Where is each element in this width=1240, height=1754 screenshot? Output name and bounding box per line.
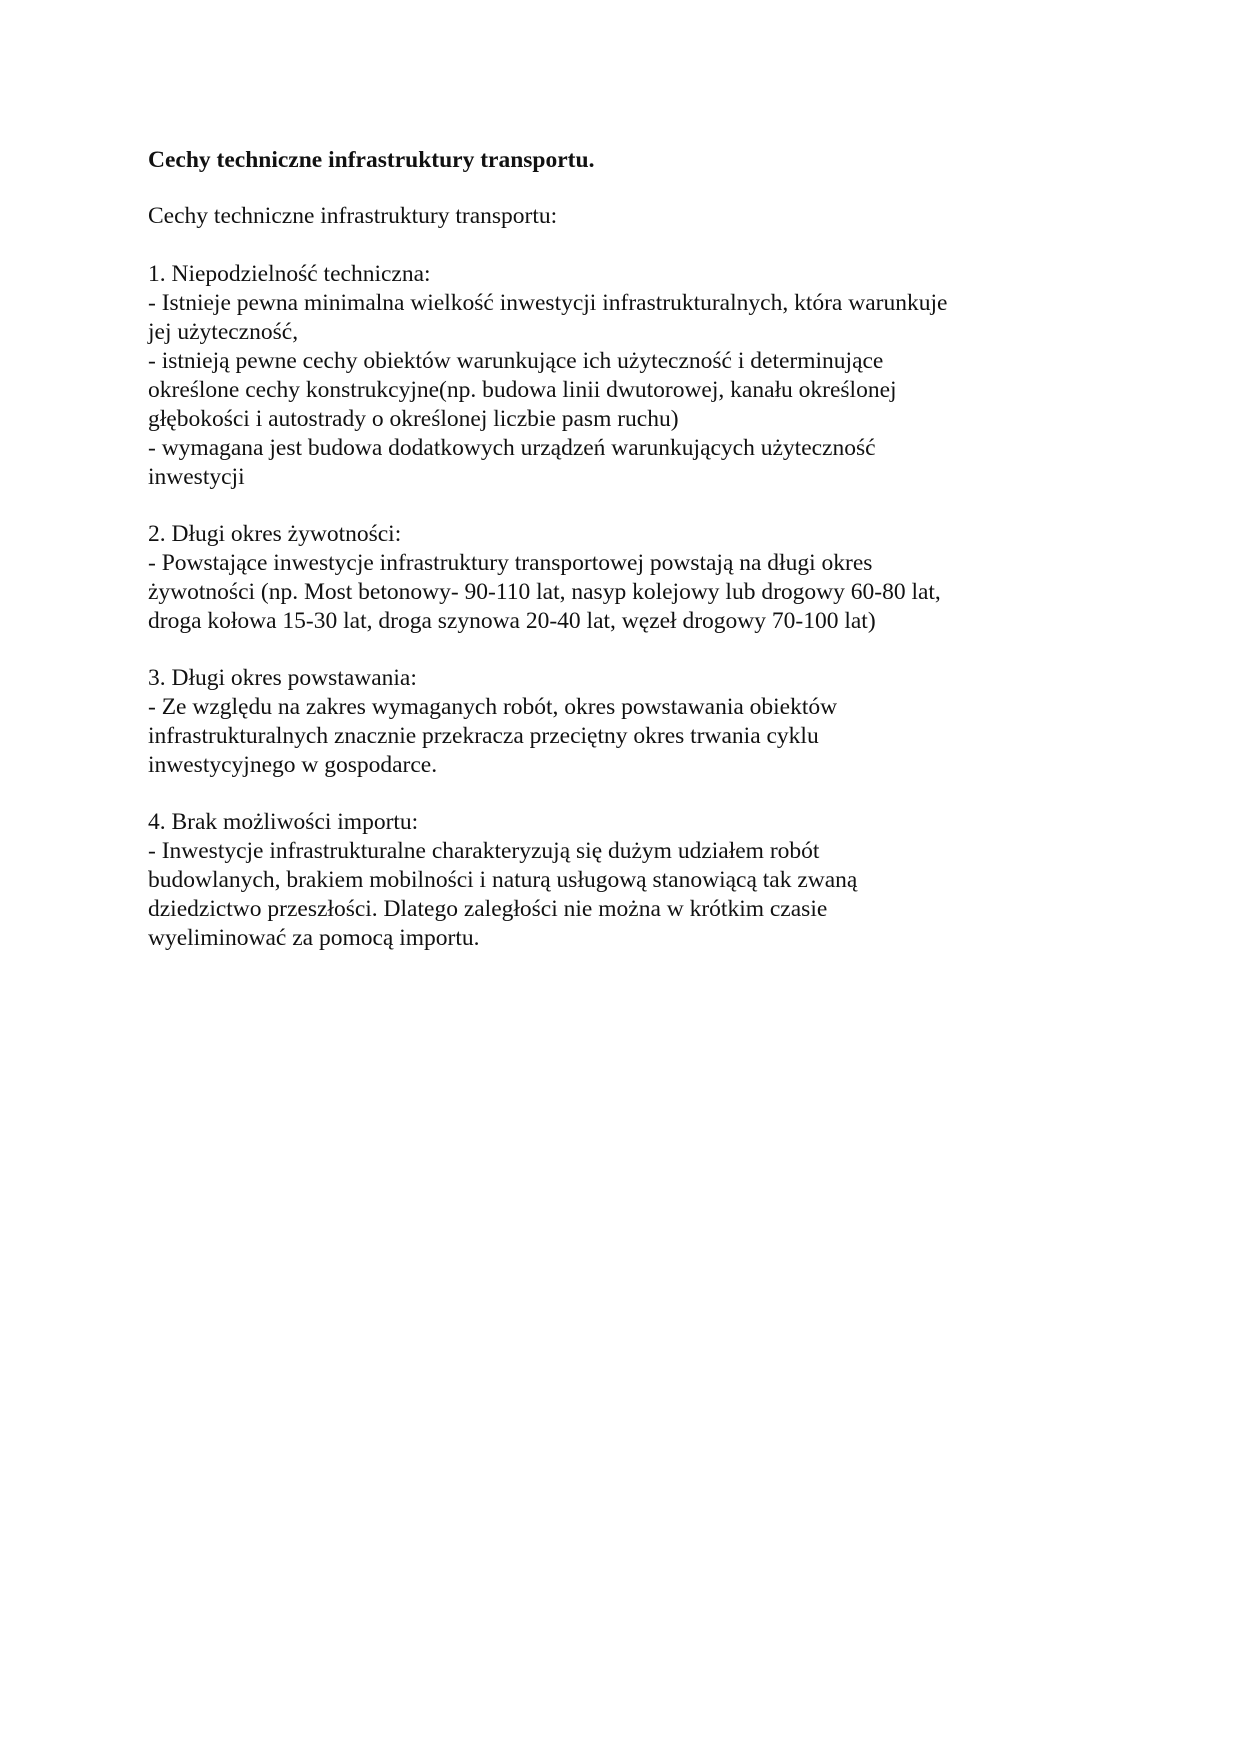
- section-line: budowlanych, brakiem mobilności i naturą usługową stanowiącą tak zwaną: [148, 867, 858, 893]
- section-2: [148, 520, 1108, 636]
- section-line: określone cechy konstrukcyjne(np. budowa linii dwutorowej, kanału określonej: [148, 377, 897, 403]
- section-1: [148, 260, 1108, 492]
- section-3: [148, 664, 1108, 780]
- section-line: jej użyteczność,: [148, 319, 299, 345]
- section-heading: 4. Brak możliwości importu:: [148, 809, 419, 835]
- document-page: [148, 146, 1108, 981]
- section-heading: 1. Niepodzielność techniczna:: [148, 261, 431, 287]
- section-heading: 2. Długi okres żywotności:: [148, 521, 402, 547]
- section-line: inwestycyjnego w gospodarce.: [148, 752, 438, 778]
- section-line: - Ze względu na zakres wymaganych robót, okres powstawania obiektów: [148, 694, 838, 720]
- section-line: - Powstające inwestycje infrastruktury transportowej powstają na długi okres: [148, 550, 873, 576]
- section-line: droga kołowa 15-30 lat, droga szynowa 20-40 lat, węzeł drogowy 70-100 lat): [148, 608, 876, 634]
- intro-line: Cechy techniczne infrastruktury transportu:: [148, 203, 558, 229]
- section-line: - istnieją pewne cechy obiektów warunkujące ich użyteczność i determinujące: [148, 348, 884, 374]
- section-line: infrastrukturalnych znacznie przekracza przeciętny okres trwania cyklu: [148, 723, 819, 749]
- section-line: wyeliminować za pomocą importu.: [148, 925, 480, 951]
- section-line: - Istnieje pewna minimalna wielkość inwestycji infrastrukturalnych, która warunkuje: [148, 290, 948, 316]
- section-line: dziedzictwo przeszłości. Dlatego zaległości nie można w krótkim czasie: [148, 896, 828, 922]
- document-title: Cechy techniczne infrastruktury transportu.: [148, 147, 595, 173]
- section-heading: 3. Długi okres powstawania:: [148, 665, 417, 691]
- section-line: inwestycji: [148, 464, 245, 490]
- section-line: - Inwestycje infrastrukturalne charakteryzują się dużym udziałem robót: [148, 838, 820, 864]
- section-4: [148, 808, 1108, 953]
- section-line: - wymagana jest budowa dodatkowych urządzeń warunkujących użyteczność: [148, 435, 876, 461]
- section-line: żywotności (np. Most betonowy- 90-110 lat, nasyp kolejowy lub drogowy 60-80 lat,: [148, 579, 941, 605]
- section-line: głębokości i autostrady o określonej liczbie pasm ruchu): [148, 406, 679, 432]
